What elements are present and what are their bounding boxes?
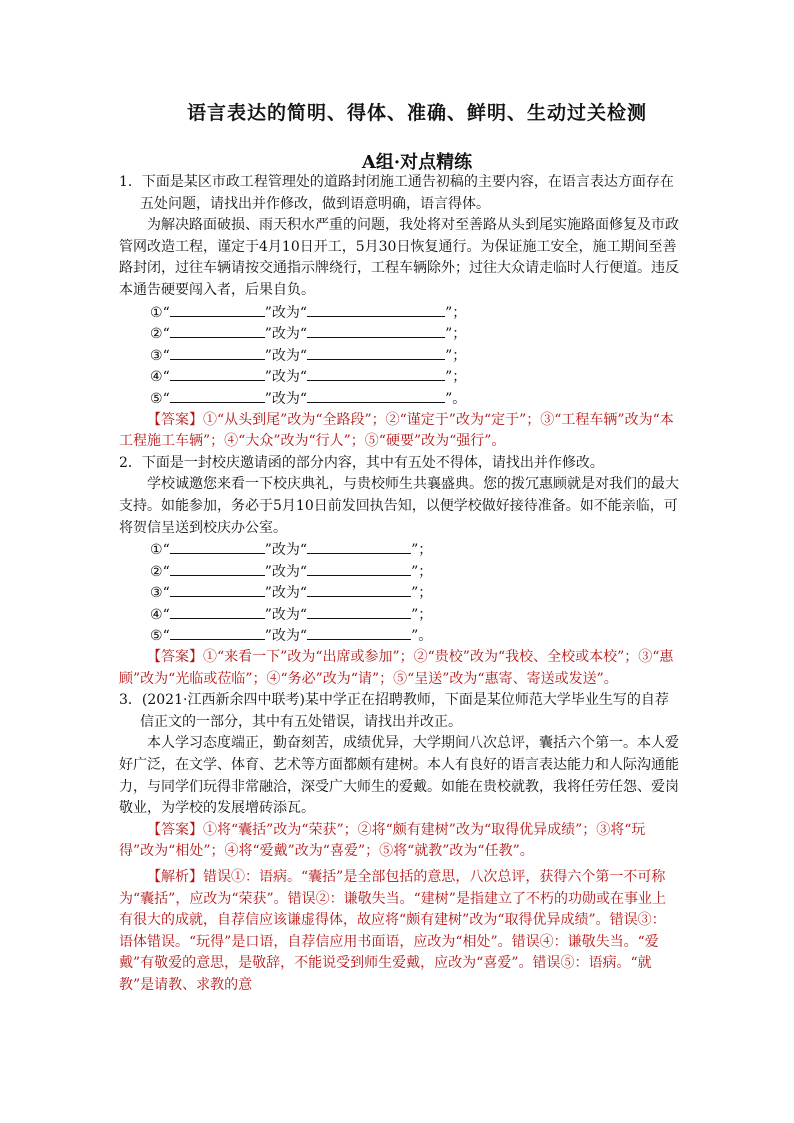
question-1-stem: 1．下面是某区市政工程管理处的道路封闭施工通告初稿的主要内容，在语言表达方面存在五处问题，请找出并作修改，做到语意明确，语言得体。 <box>119 174 674 212</box>
fill-blank[interactable] <box>170 323 265 338</box>
page-title: 语言表达的简明、得体、准确、鲜明、生动过关检测 <box>186 102 647 124</box>
fill-blank[interactable] <box>307 345 445 360</box>
fill-blank[interactable] <box>307 539 411 554</box>
question-2-stem: 2．下面是一封校庆邀请函的部分内容，其中有五处不得体，请找出并作修改。 <box>119 454 604 471</box>
question-2-passage: 学校诚邀您来看一下校庆典礼，与贵校师生共襄盛典。您的拨冗惠顾就是对我们的最大支持。如能参加，务必于5月10日前发回执告知，以便学校做好接待准备。如不能亲临，可将贺信呈送到校庆办公室。 <box>119 476 679 536</box>
question-2-blanks <box>119 539 679 647</box>
fill-blank[interactable] <box>170 539 265 554</box>
question-1-answer: 【答案】①“从头到尾”改为“全路段”；②“谨定于”改为“定于”；③“工程车辆”改为“本工程施工车辆”；④“大众”改为“行人”；⑤“硬要”改为“强行”。 <box>119 411 674 450</box>
answer-blank-row: ⑤“ ”改为“ ”。 <box>119 625 679 647</box>
document-content <box>119 172 679 997</box>
answer-blank-row: ③“ ”改为“ ”； <box>119 345 679 367</box>
answer-blank-row: ④“ ”改为“ ”； <box>119 604 679 626</box>
answer-blank-row: ②“ ”改为“ ”； <box>119 561 679 583</box>
answer-blank-row: ①“ ”改为“ ”； <box>119 539 679 561</box>
question-3-stem: 3．(2021·江西新余四中联考)某中学正在招聘教师，下面是某位师范大学毕业生写的自荐信正文的一部分，其中有五处错误，请找出并改正。 <box>119 692 669 730</box>
fill-blank[interactable] <box>307 582 411 597</box>
fill-blank[interactable] <box>170 345 265 360</box>
answer-blank-row: ①“ ”改为“ ”； <box>119 302 679 324</box>
fill-blank[interactable] <box>307 388 445 403</box>
fill-blank[interactable] <box>170 561 265 576</box>
fill-blank[interactable] <box>170 625 265 640</box>
fill-blank[interactable] <box>307 561 411 576</box>
fill-blank[interactable] <box>170 302 265 317</box>
fill-blank[interactable] <box>307 625 411 640</box>
fill-blank[interactable] <box>307 302 445 317</box>
fill-blank[interactable] <box>170 366 265 381</box>
answer-blank-row: ③“ ”改为“ ”； <box>119 582 679 604</box>
fill-blank[interactable] <box>307 366 445 381</box>
question-1-blanks <box>119 302 679 410</box>
question-3-passage: 本人学习态度端正，勤奋刻苦，成绩优异，大学期间八次总评，囊括六个第一。本人爱好广泛，在文学、体育、艺术等方面都颇有建树。本人有良好的语言表达能力和人际沟通能力，与同学们玩得非常融洽，深受广大师生的爱戴。如能在贵校就教，我将任劳任怨、爱岗敬业，为学校的发展增砖添瓦。 <box>119 735 679 817</box>
question-3-answer: 【答案】①将“囊括”改为“荣获”；②将“颇有建树”改为“取得优异成绩”；③将“玩得”改为“相处”；④将“爱戴”改为“喜爱”；⑤将“就教”改为“任教”。 <box>119 821 646 860</box>
fill-blank[interactable] <box>307 323 445 338</box>
fill-blank[interactable] <box>170 582 265 597</box>
question-3-analysis: 【解析】错误①：语病。“囊括”是全部包括的意思，八次总评，获得六个第一不可称为“囊括”，应改为“荣获”。错误②：谦敬失当。“建树”是指建立了不朽的功勋或在事业上有很大的成就，自荐信应该谦虚得体，故应将“颇有建树”改为“取得优异成绩”。错误③：语体错误。“玩得”是口语，自荐信应用书面语，应改为“相处”。错误④：谦敬失当。“爱戴”有敬爱的意思，是敬辞，不能说受到师生爱戴，应改为“喜爱”。错误⑤：语病。“就教”是请教、求教的意 <box>119 869 666 993</box>
answer-blank-row: ⑤“ ”改为“ ”。 <box>119 388 679 410</box>
fill-blank[interactable] <box>170 604 265 619</box>
question-1-passage: 为解决路面破损、雨天积水严重的问题，我处将对至善路从头到尾实施路面修复及市政管网改造工程，谨定于4月10日开工，5月30日恢复通行。为保证施工安全，施工期间至善路封闭，过往车辆请按交通指示牌绕行，工程车辆除外；过往大众请走临时人行便道。违反本通告硬要闯入者，后果自负。 <box>119 217 679 298</box>
fill-blank[interactable] <box>307 604 411 619</box>
answer-blank-row: ②“ ”改为“ ”； <box>119 323 679 345</box>
question-2-answer: 【答案】①“来看一下”改为“出席或参加”；②“贵校”改为“我校、全校或本校”；③“惠顾”改为“光临或莅临”；④“务必”改为“请”；⑤“呈送”改为“惠寄、寄送或发送”。 <box>119 649 674 687</box>
answer-blank-row: ④“ ”改为“ ”； <box>119 366 679 388</box>
fill-blank[interactable] <box>170 388 265 403</box>
section-heading: A组·对点精练 <box>361 152 473 173</box>
